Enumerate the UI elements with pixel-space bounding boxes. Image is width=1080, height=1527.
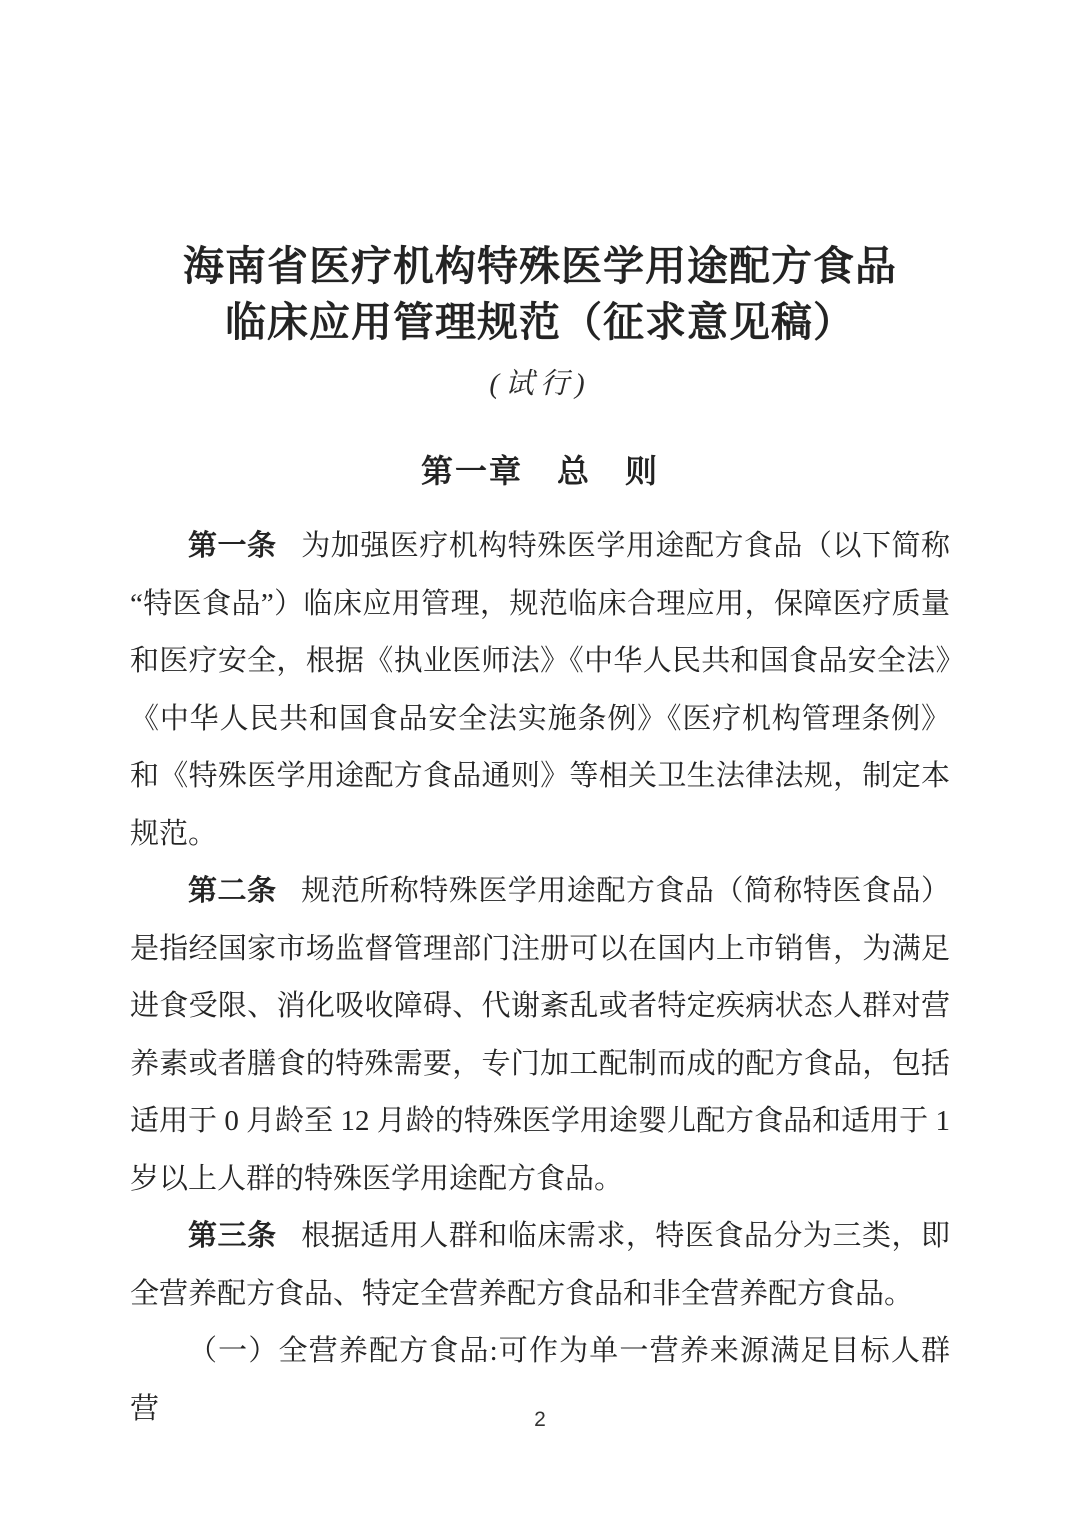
article-1-label: 第一条: [188, 530, 277, 562]
article-3-label: 第三条: [188, 1220, 277, 1252]
document-body: [130, 518, 950, 1438]
page-number: 2: [534, 1408, 546, 1431]
document-title: [100, 238, 980, 350]
article-2-label: 第二条: [188, 875, 277, 907]
document-title-line-1: 海南省医疗机构特殊医学用途配方食品: [183, 243, 897, 289]
paragraph-article-1: [130, 518, 950, 863]
article-3-text: 根据适用人群和临床需求，特医食品分为三类，即全营养配方食品、特定全营养配方食品和非全营养配方食品。: [130, 1220, 950, 1310]
paragraph-article-2: [130, 863, 950, 1208]
document-subtitle: (试行): [489, 368, 591, 400]
chapter-heading: 第一章 总 则: [420, 453, 659, 489]
article-1-text: 为加强医疗机构特殊医学用途配方食品（以下简称“特医食品”）临床应用管理，规范临床合理应用，保障医疗质量和医疗安全，根据《执业医师法》《中华人民共和国食品安全法》《中华人民共和国食品安全法实施条例》《医疗机构管理条例》和《特殊医学用途配方食品通则》等相关卫生法律法规，制定本规范。: [130, 530, 950, 850]
item-1-text: （一）全营养配方食品:可作为单一营养来源满足目标人群营: [130, 1335, 950, 1425]
article-2-text: 规范所称特殊医学用途配方食品（简称特医食品）是指经国家市场监督管理部门注册可以在国内上市销售，为满足进食受限、消化吸收障碍、代谢紊乱或者特定疾病状态人群对营养素或者膳食的特殊需要，专门加工配制而成的配方食品，包括适用于 0 月龄至 12 月龄的特殊医学用途婴儿配方食品和适用于 1 岁以上人群的特殊医学用途配方食品。: [130, 875, 950, 1195]
paragraph-article-3: [130, 1208, 950, 1323]
document-title-line-2: 临床应用管理规范（征求意见稿）: [225, 299, 855, 345]
